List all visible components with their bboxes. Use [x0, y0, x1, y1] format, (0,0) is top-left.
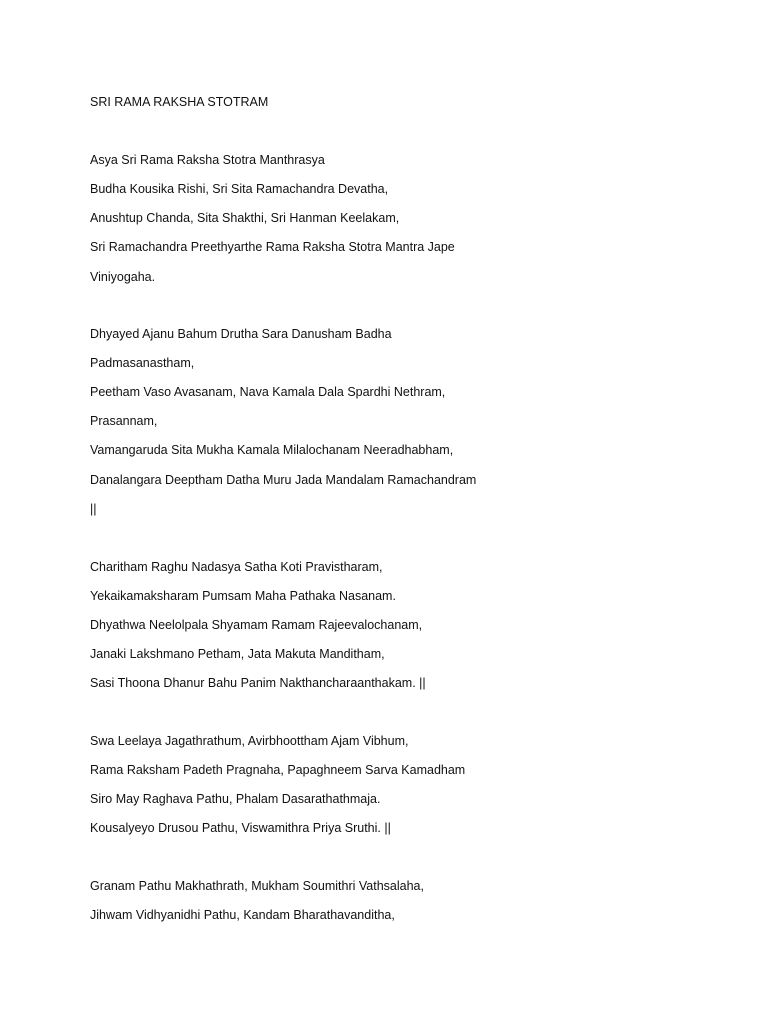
- text-line: Janaki Lakshmano Petham, Jata Makuta Manditham,: [90, 647, 385, 661]
- text-line: Viniyogaha.: [90, 270, 156, 284]
- text-line: Swa Leelaya Jagathrathum, Avirbhoottham Ajam Vibhum,: [90, 734, 409, 748]
- text-line: Jihwam Vidhyanidhi Pathu, Kandam Bharathavanditha,: [90, 908, 395, 922]
- text-line: Anushtup Chanda, Sita Shakthi, Sri Hanman Keelakam,: [90, 211, 400, 225]
- text-line: Sri Ramachandra Preethyarthe Rama Raksha Stotra Mantra Jape: [90, 240, 455, 254]
- text-line: Padmasanastham,: [90, 356, 195, 370]
- text-line: Danalangara Deeptham Datha Muru Jada Mandalam Ramachandram: [90, 473, 477, 487]
- text-line: Sasi Thoona Dhanur Bahu Panim Nakthancharaanthakam. ||: [90, 676, 426, 690]
- text-line: ||: [90, 502, 97, 516]
- text-line: Yekaikamaksharam Pumsam Maha Pathaka Nasanam.: [90, 589, 396, 603]
- text-line: Peetham Vaso Avasanam, Nava Kamala Dala Spardhi Nethram,: [90, 385, 446, 399]
- text-line: Siro May Raghava Pathu, Phalam Dasarathathmaja.: [90, 792, 381, 806]
- text-line: Granam Pathu Makhathrath, Mukham Soumithri Vathsalaha,: [90, 879, 424, 893]
- text-line: Dhyathwa Neelolpala Shyamam Ramam Rajeevalochanam,: [90, 618, 423, 632]
- text-line: Dhyayed Ajanu Bahum Drutha Sara Danusham Badha: [90, 327, 392, 341]
- text-line: Charitham Raghu Nadasya Satha Koti Pravistharam,: [90, 560, 383, 574]
- text-line: Rama Raksham Padeth Pragnaha, Papaghneem Sarva Kamadham: [90, 763, 466, 777]
- document-title: SRI RAMA RAKSHA STOTRAM: [90, 95, 269, 109]
- text-line: Budha Kousika Rishi, Sri Sita Ramachandra Devatha,: [90, 182, 389, 196]
- text-line: Kousalyeyo Drusou Pathu, Viswamithra Priya Sruthi. ||: [90, 821, 391, 835]
- text-line: Vamangaruda Sita Mukha Kamala Milalochanam Neeradhabham,: [90, 443, 454, 457]
- text-line: Asya Sri Rama Raksha Stotra Manthrasya: [90, 153, 325, 167]
- text-line: Prasannam,: [90, 414, 158, 428]
